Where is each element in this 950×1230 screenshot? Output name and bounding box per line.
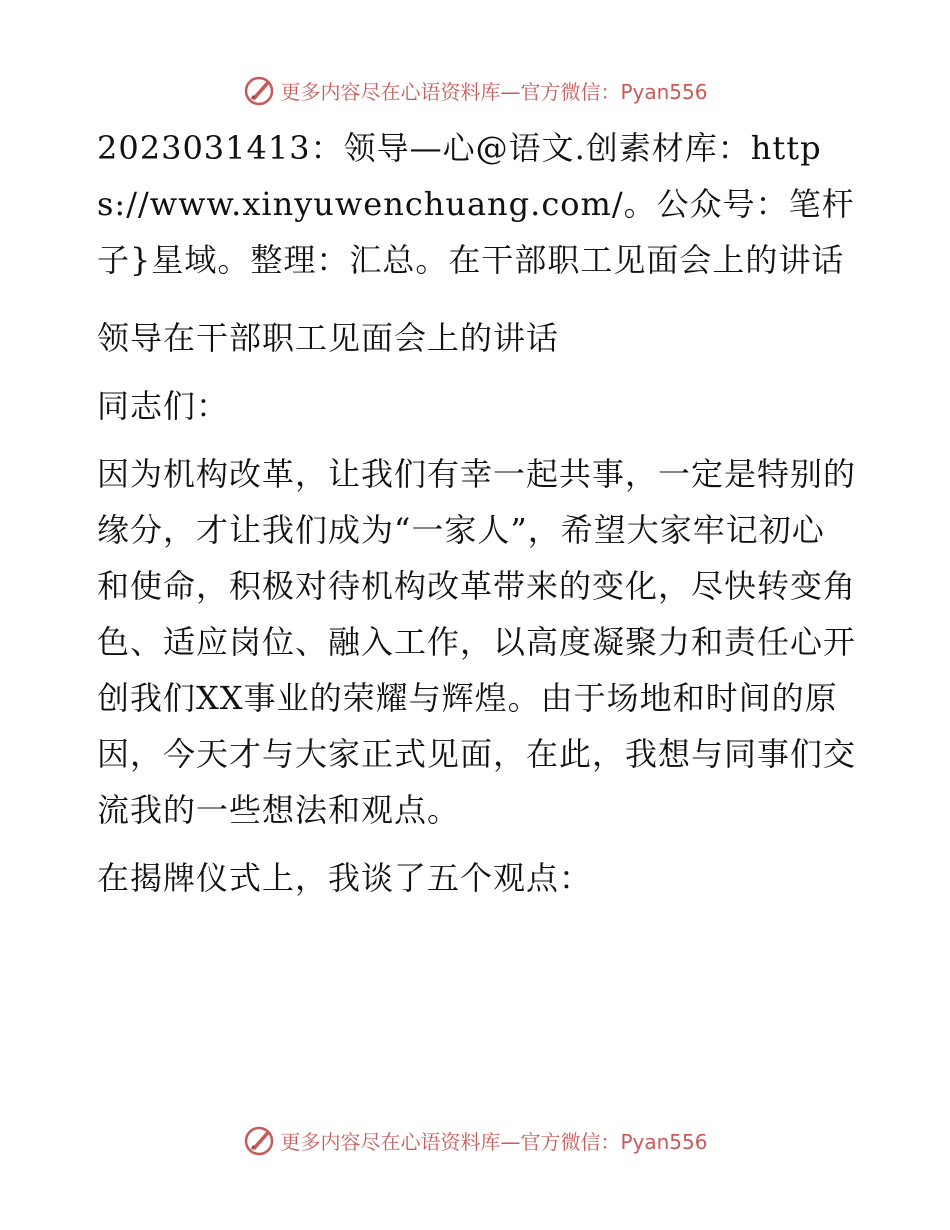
speech-title: 领导在干部职工见面会上的讲话 xyxy=(97,319,560,357)
watermark-text: 更多内容尽在心语资料库—官方微信：Pyan556 xyxy=(280,1129,708,1154)
paragraph-2: 在揭牌仪式上，我谈了五个观点： xyxy=(97,859,593,897)
document-body xyxy=(97,120,857,914)
watermark-banner-bottom xyxy=(0,1120,950,1160)
greeting: 同志们： xyxy=(97,387,230,425)
watermark-text: 更多内容尽在心语资料库—官方微信：Pyan556 xyxy=(280,79,708,104)
quill-pen-circle-icon xyxy=(242,73,276,107)
document-header-line: 2023031413：领导—心@语文.创素材库：https://www.xinyuwenchuang.com/。公众号：笔杆子}星域。整理：汇总。在干部职工见面会上的讲话 xyxy=(97,129,855,279)
watermark-banner-top xyxy=(0,70,950,110)
quill-pen-circle-icon xyxy=(242,1123,276,1157)
paragraph-1: 因为机构改革，让我们有幸一起共事，一定是特别的缘分，才让我们成为“一家人”，希望大家牢记初心和使命，积极对待机构改革带来的变化，尽快转变角色、适应岗位、融入工作，以高度凝聚力和责任心开创我们XX事业的荣耀与辉煌。由于场地和时间的原因，今天才与大家正式见面，在此，我想与同事们交流我的一些想法和观点。 xyxy=(97,455,857,829)
